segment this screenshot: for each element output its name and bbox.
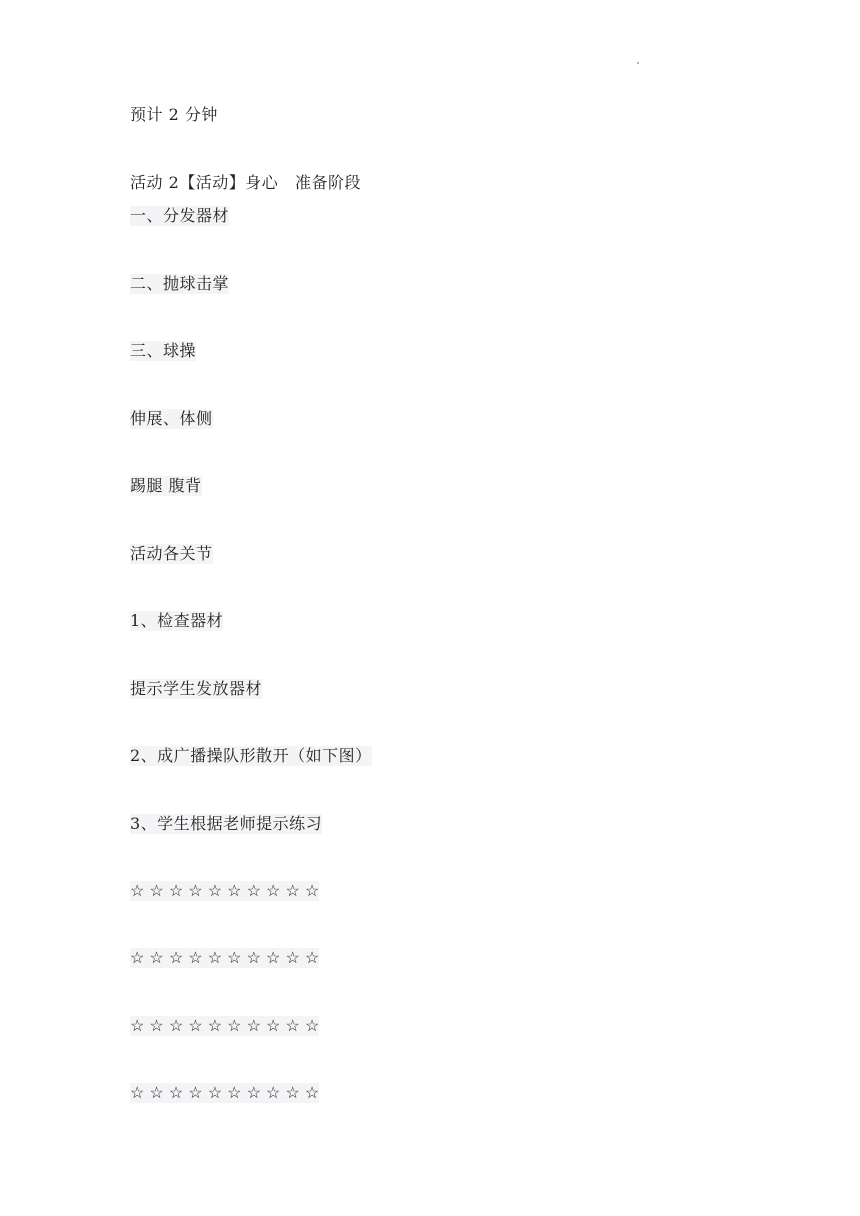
step-toss-clap: 二、抛球击掌 bbox=[130, 274, 230, 293]
exercise-joints: 活动各关节 bbox=[130, 544, 213, 563]
exercise-kick-abdomen: 踢腿 腹背 bbox=[130, 476, 202, 495]
duration-text: 预计 2 分钟 bbox=[130, 105, 218, 124]
teacher-step-check: 1、检查器材 bbox=[130, 611, 224, 630]
step-ball-exercise: 三、球操 bbox=[130, 341, 197, 360]
activity-heading: 活动 2【活动】身心 准备阶段 bbox=[130, 173, 362, 192]
step-distribute-equipment: 一、分发器材 bbox=[130, 206, 230, 225]
formation-star-row: ☆ ☆ ☆ ☆ ☆ ☆ ☆ ☆ ☆ ☆ bbox=[130, 948, 320, 967]
teacher-prompt-distribute: 提示学生发放器材 bbox=[130, 679, 263, 698]
teacher-step-practice: 3、学生根据老师提示练习 bbox=[130, 814, 323, 833]
teacher-step-formation: 2、成广播操队形散开（如下图） bbox=[130, 746, 372, 765]
formation-star-row: ☆ ☆ ☆ ☆ ☆ ☆ ☆ ☆ ☆ ☆ bbox=[130, 1016, 320, 1035]
page-marker-dot bbox=[637, 62, 639, 64]
formation-star-row: ☆ ☆ ☆ ☆ ☆ ☆ ☆ ☆ ☆ ☆ bbox=[130, 881, 320, 900]
formation-star-row: ☆ ☆ ☆ ☆ ☆ ☆ ☆ ☆ ☆ ☆ bbox=[130, 1083, 320, 1102]
exercise-stretch-side: 伸展、体侧 bbox=[130, 409, 213, 428]
